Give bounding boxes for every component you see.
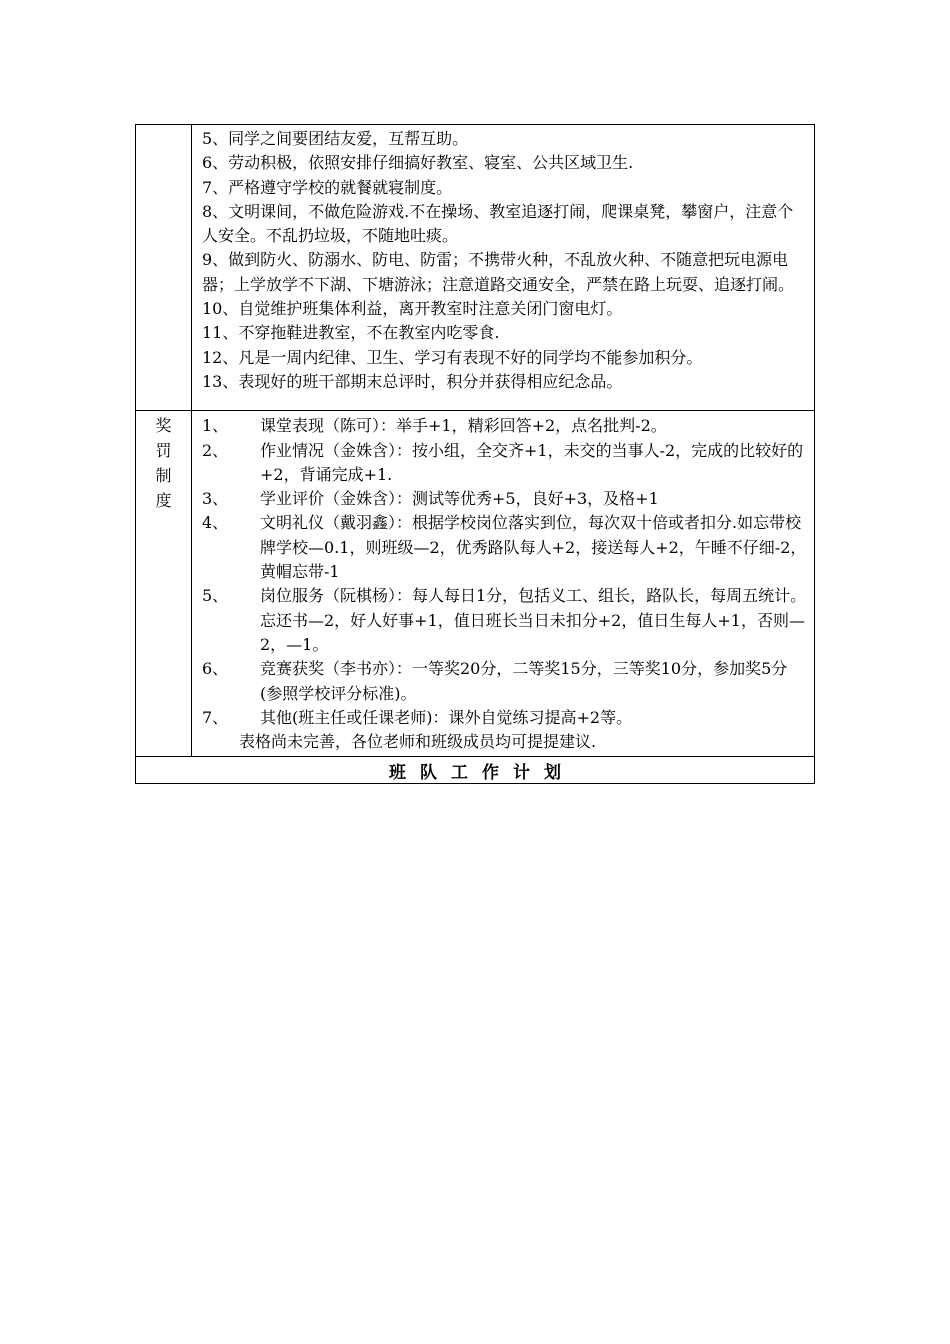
reward-row — [136, 411, 814, 757]
reward-item-num: 6、 — [202, 659, 229, 679]
rule-item: 13、表现好的班干部期末总评时，积分并获得相应纪念品。 — [202, 371, 623, 391]
reward-label-char: 罚 — [155, 441, 172, 461]
reward-item — [202, 414, 808, 438]
reward-item-num: 2、 — [202, 440, 229, 460]
reward-item — [202, 657, 808, 706]
reward-item — [202, 487, 808, 511]
reward-item-text: 岗位服务（阮棋杨）：每人每日1分，包括义工、组长，路队长，每周五统计。忘还书—2，好人好事+1，值日班长当日未扣分+2，值日生每人+1，否则—2，—1。 — [260, 586, 807, 654]
rule-item: 12、凡是一周内纪律、卫生、学习有表现不好的同学均不能参加积分。 — [202, 347, 703, 367]
reward-item — [202, 511, 808, 584]
reward-item-text: 课堂表现（陈可）：举手+1，精彩回答+2，点名批判-2。 — [260, 416, 667, 436]
reward-item-text: 学业评价（金姝含）：测试等优秀+5，良好+3，及格+1 — [260, 489, 659, 509]
rules-content — [192, 125, 814, 410]
reward-label-char: 度 — [155, 491, 172, 511]
reward-item-num: 3、 — [202, 489, 229, 509]
reward-item-text: 其他(班主任或任课老师)：课外自觉练习提高+2等。 — [260, 707, 633, 727]
rule-item: 8、文明课间，不做危险游戏.不在操场、教室追逐打闹，爬课桌凳，攀窗户，注意个人安全。不乱扔垃圾，不随地吐痰。 — [202, 201, 794, 246]
reward-item-text: 竞赛获奖（李书亦）：一等奖20分，二等奖15分，三等奖10分，参加奖5分(参照学校评分标准)。 — [260, 659, 788, 703]
rules-row — [136, 125, 814, 411]
reward-item-num: 7、 — [202, 707, 229, 727]
reward-label-cell — [136, 411, 192, 756]
reward-item — [202, 439, 808, 488]
rule-item: 11、不穿拖鞋进教室，不在教室内吃零食. — [202, 323, 500, 343]
reward-content — [192, 411, 814, 756]
rule-item: 5、同学之间要团结友爱，互帮互助。 — [202, 129, 469, 148]
reward-label-char: 奖 — [155, 416, 172, 436]
rule-item: 10、自觉维护班集体利益，离开教室时注意关闭门窗电灯。 — [202, 299, 623, 319]
reward-item — [202, 706, 808, 730]
reward-item-num: 1、 — [202, 416, 229, 436]
reward-note: 表格尚未完善，各位老师和班级成员均可提提建议. — [239, 732, 597, 752]
footer-row — [136, 757, 814, 783]
rule-item: 9、做到防火、防溺水、防电、防雷；不携带火种，不乱放火种、不随意把玩电源电器；上学放学不下湖、下塘游泳；注意道路交通安全，严禁在路上玩耍、追逐打闹。 — [202, 250, 795, 294]
reward-item-text: 文明礼仪（戴羽鑫）：根据学校岗位落实到位，每次双十倍或者扣分.如忘带校牌学校—0.1，则班级—2，优秀路队每人+2，接送每人+2，午睡不仔细-2，黄帽忘带-1 — [260, 513, 807, 582]
reward-label-char: 制 — [155, 466, 172, 486]
rule-item: 6、劳动积极，依照安排仔细搞好教室、寝室、公共区域卫生. — [202, 153, 634, 173]
plan-table — [135, 124, 815, 784]
reward-item-num: 4、 — [202, 513, 229, 533]
reward-item-text: 作业情况（金姝含）：按小组，全交齐+1，未交的当事人-2，完成的比较好的+2，背诵完成+1. — [260, 440, 804, 484]
reward-item — [202, 584, 808, 657]
rules-label-cell — [136, 125, 192, 410]
footer-title: 班队工作计划 — [389, 762, 575, 783]
reward-item-num: 5、 — [202, 586, 229, 606]
rule-item: 7、严格遵守学校的就餐就寝制度。 — [202, 177, 453, 197]
